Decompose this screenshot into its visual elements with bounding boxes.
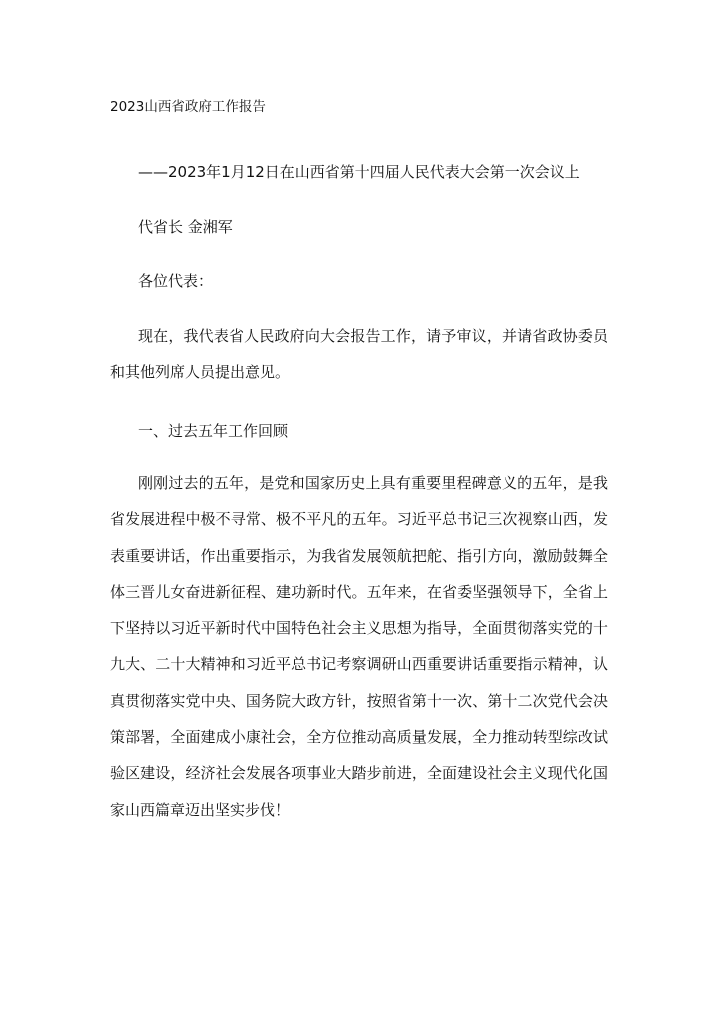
document-subtitle: ——2023年1月12日在山西省第十四届人民代表大会第一次会议上 [138,163,580,181]
document-title: 2023山西省政府工作报告 [110,99,266,115]
body-paragraph: 刚刚过去的五年，是党和国家历史上具有重要里程碑意义的五年，是我省发展进程中极不寻常、极不平凡的五年。习近平总书记三次视察山西，发表重要讲话，作出重要指示，为我省发展领航把舵、指引方向，激励鼓舞全体三晋儿女奋进新征程、建功新时代。五年来，在省委坚强领导下，全省上下坚持以习近平新时代中国特色社会主义思想为指导，全面贯彻落实党的十九大、二十大精神和习近平总书记考察调研山西重要讲话重要指示精神，认真贯彻落实党中央、国务院大政方针，按照省第十一次、第十二次党代会决策部署，全面建成小康社会，全方位推动高质量发展，全力推动转型综改试验区建设，经济社会发展各项事业大踏步前进，全面建设社会主义现代化国家山西篇章迈出坚实步伐！ [110,474,608,819]
intro-paragraph: 现在，我代表省人民政府向大会报告工作，请予审议，并请省政协委员和其他列席人员提出意见。 [110,327,608,382]
salutation: 各位代表： [138,272,214,290]
section-heading: 一、过去五年工作回顾 [138,422,289,440]
author-line: 代省长 金湘军 [138,218,233,236]
